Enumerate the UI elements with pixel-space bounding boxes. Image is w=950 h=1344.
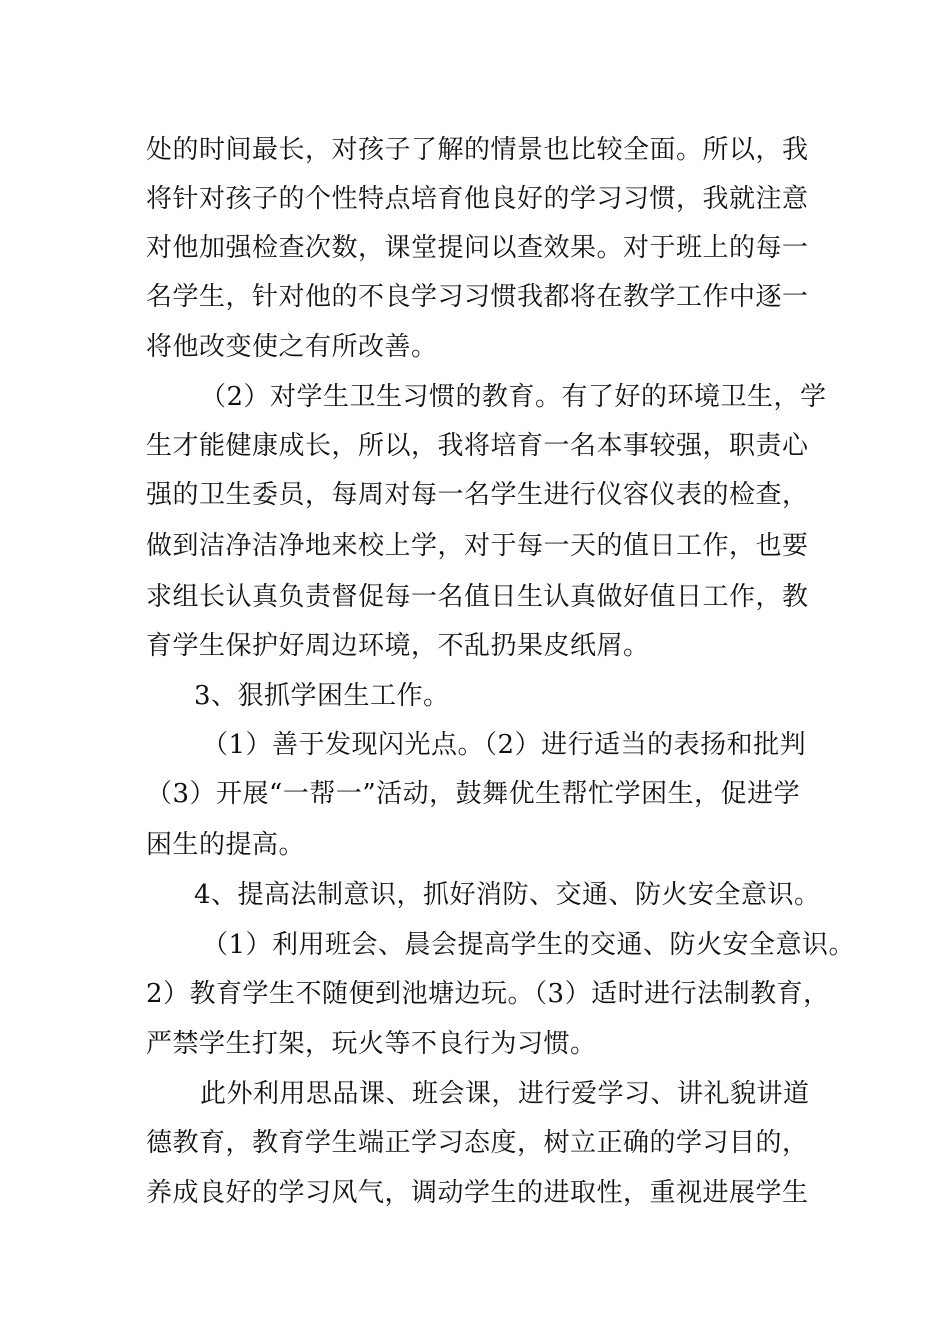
text-line: 对他加强检查次数，课堂提问以查效果。对于班上的每一 xyxy=(146,233,809,263)
text-line: 2）教育学生不随便到池塘边玩。（3）适时进行法制教育， xyxy=(146,979,830,1009)
paragraph-start-line: 此外利用思品课、班会课，进行爱学习、讲礼貌讲道 xyxy=(200,1079,810,1109)
text-line: （3）开展“一帮一”活动，鼓舞优生帮忙学困生，促进学 xyxy=(146,779,801,809)
text-line: 求组长认真负责督促每一名值日生认真做好值日工作，教 xyxy=(146,582,809,612)
section-heading-3: 3、狠抓学困生工作。 xyxy=(194,681,450,711)
paragraph-start-line: （1）善于发现闪光点。（2）进行适当的表扬和批判 xyxy=(202,730,807,760)
paragraph-start-line: （2）对学生卫生习惯的教育。有了好的环境卫生，学 xyxy=(200,382,827,412)
text-line: 名学生，针对他的不良学习习惯我都将在教学工作中逐一 xyxy=(146,282,809,312)
text-line: 将针对孩子的个性特点培育他良好的学习习惯，我就注意 xyxy=(146,184,809,214)
text-line: 育学生保护好周边环境，不乱扔果皮纸屑。 xyxy=(146,631,650,661)
section-heading-4: 4、提高法制意识，抓好消防、交通、防火安全意识。 xyxy=(194,880,821,910)
text-line: 养成良好的学习风气，调动学生的进取性，重视进展学生 xyxy=(146,1178,809,1208)
text-line: 生才能健康成长，所以，我将培育一名本事较强，职责心 xyxy=(146,431,809,461)
text-line: 困生的提高。 xyxy=(146,830,306,860)
paragraph-start-line: （1）利用班会、晨会提高学生的交通、防火安全意识。 xyxy=(202,930,856,960)
text-line: 处的时间最长，对孩子了解的情景也比较全面。所以，我 xyxy=(146,135,809,165)
text-line: 德教育，教育学生端正学习态度，树立正确的学习目的， xyxy=(146,1128,809,1158)
text-line: 将他改变使之有所改善。 xyxy=(146,332,438,362)
text-line: 做到洁净洁净地来校上学，对于每一天的值日工作，也要 xyxy=(146,531,809,561)
text-line: 强的卫生委员，每周对每一名学生进行仪容仪表的检查， xyxy=(146,480,809,510)
text-line: 严禁学生打架，玩火等不良行为习惯。 xyxy=(146,1029,597,1059)
